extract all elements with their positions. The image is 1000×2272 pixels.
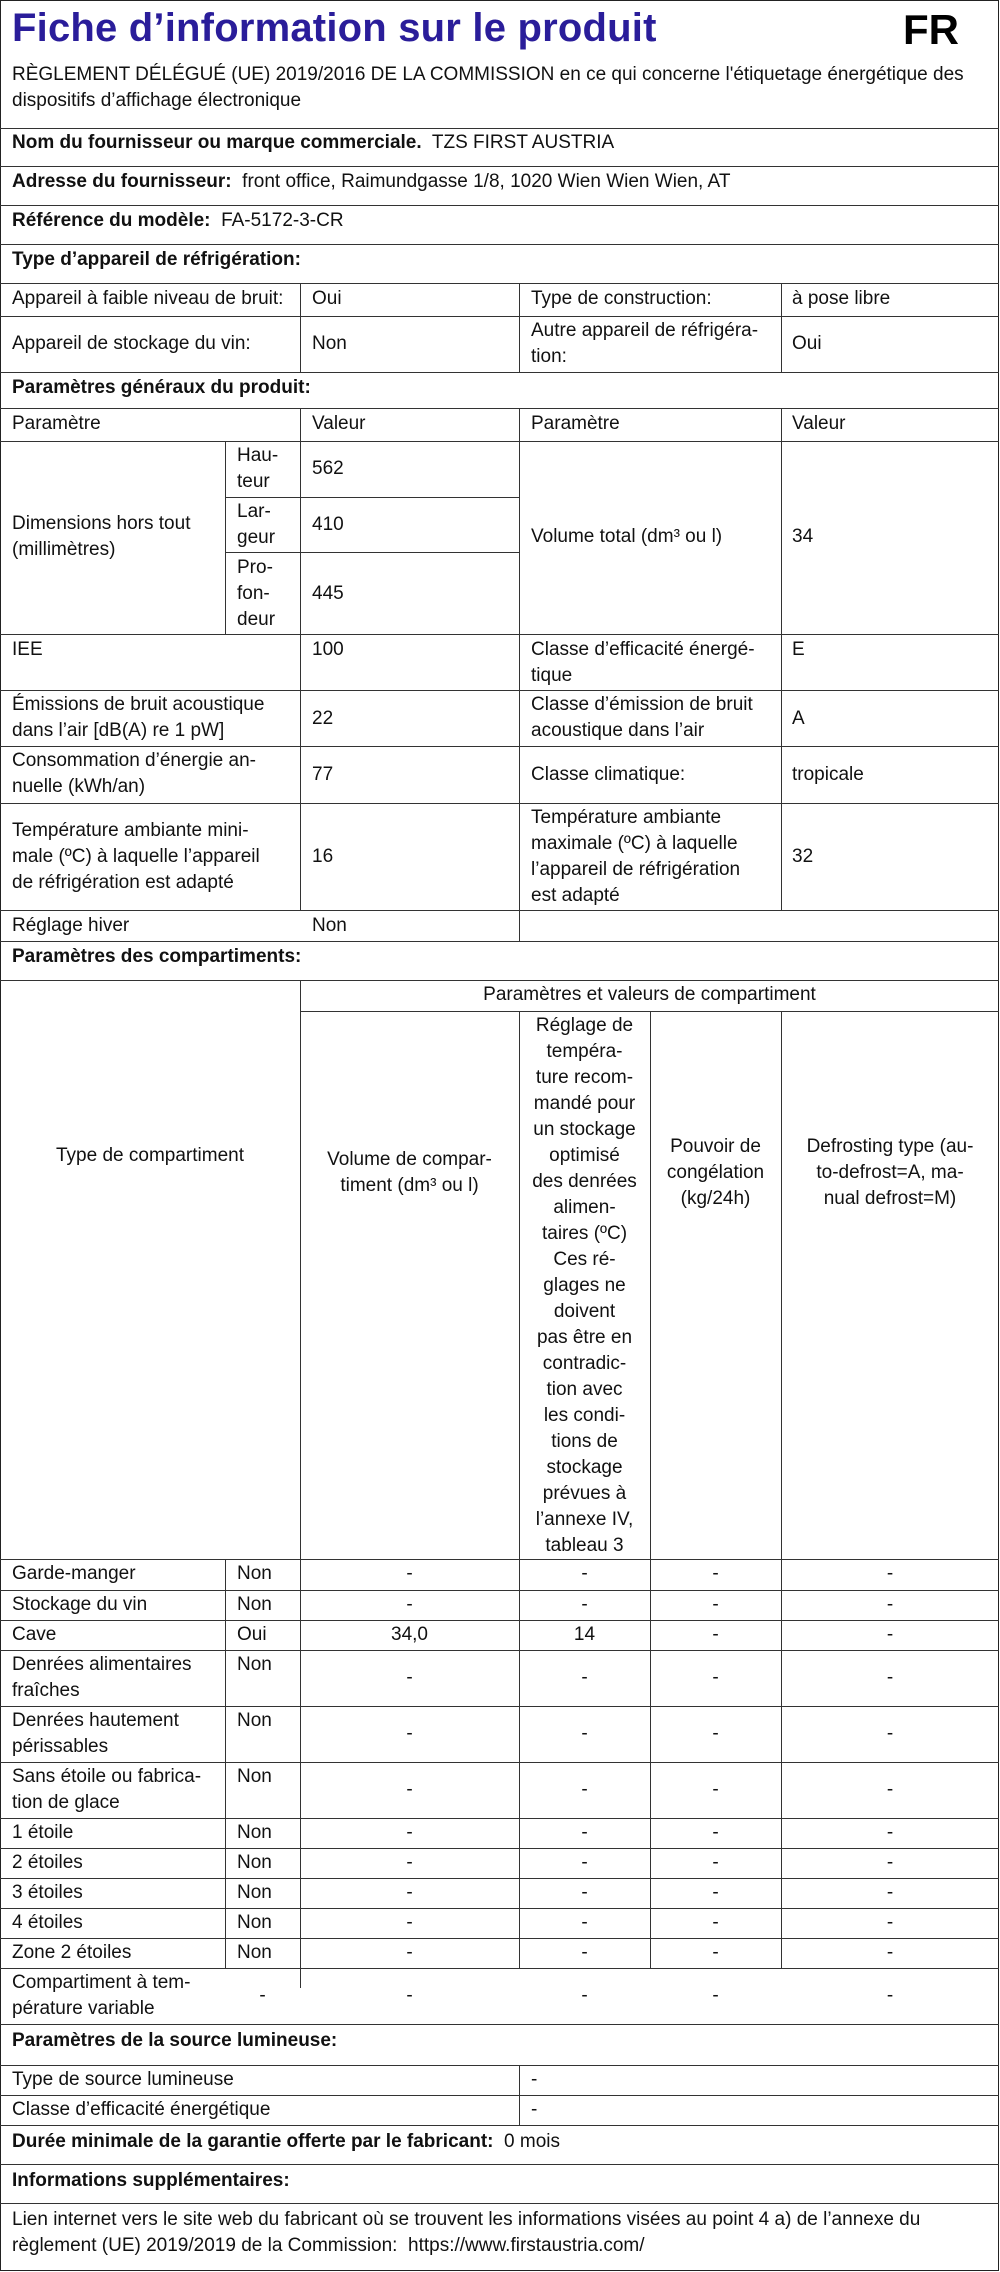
- defrosting-type-header-line: Defrosting type (au-: [806, 1136, 974, 1157]
- divider: [0, 746, 999, 747]
- max-temperature-value: 32: [792, 846, 814, 867]
- recommended-temperature-header-line: Réglage de: [535, 1015, 634, 1036]
- recommended-temperature-header-line: doivent: [553, 1301, 616, 1322]
- divider: [0, 910, 999, 911]
- max-temperature-label: [531, 805, 740, 909]
- low-noise-value: Oui: [312, 288, 342, 309]
- compartment-present-cell: Non: [237, 1766, 272, 1787]
- compartment-name: [12, 1940, 131, 1966]
- page-title: Fiche d’information sur le produit: [12, 6, 657, 50]
- compartment-name: [12, 1850, 83, 1876]
- compartment-freeze-cell: -: [712, 1985, 719, 2006]
- manufacturer-website-link[interactable]: https://www.firstaustria.com/: [408, 2235, 645, 2256]
- additional-info-line: [12, 2233, 920, 2259]
- compartment-defrost-cell: -: [886, 1594, 894, 1615]
- compartment-name: [12, 1910, 83, 1936]
- divider: [0, 634, 999, 635]
- width-label-line: geur: [237, 527, 276, 548]
- compartment-defrost-cell: -: [886, 1882, 894, 1903]
- divider: [0, 803, 999, 804]
- depth-label-line: deur: [237, 609, 276, 630]
- compartment-name: [12, 1708, 179, 1760]
- annual-energy-label-line: Consommation d’énergie an-: [12, 750, 256, 771]
- supplier-name-label: Nom du fournisseur ou marque commerciale.: [12, 132, 422, 153]
- column-header-parameter: Paramètre: [12, 413, 101, 434]
- height-label-line: Hau-: [237, 445, 279, 466]
- compartment-name-line: Compartiment à tem-: [12, 1972, 191, 1993]
- divider: [0, 941, 999, 942]
- min-temperature-label-line: male (ºC) à laquelle l’appareil: [12, 846, 260, 867]
- divider: [0, 166, 999, 167]
- compartment-volume-cell: -: [406, 1563, 413, 1584]
- compartment-name-line: Garde-manger: [12, 1563, 136, 1584]
- noise-emission-label-line: dans l’air [dB(A) re 1 pW]: [12, 720, 225, 741]
- divider: [781, 283, 782, 372]
- divider: [0, 1968, 999, 1969]
- compartment-name-line: 1 étoile: [12, 1822, 74, 1843]
- divider: [0, 408, 999, 409]
- additional-info-text: [12, 2207, 920, 2259]
- compartment-name-line: périssables: [12, 1736, 109, 1757]
- min-temperature-label: [12, 818, 260, 896]
- max-temperature-label-line: Température ambiante: [531, 807, 722, 828]
- compartment-freeze-cell: -: [712, 1594, 719, 1615]
- freezing-capacity-header-line: Pouvoir de: [670, 1136, 761, 1157]
- supplier-address-value: front office, Raimundgasse 1/8, 1020 Wien Wien Wien, AT: [242, 171, 731, 192]
- energy-class-label-line: tique: [531, 665, 573, 686]
- min-temperature-value: 16: [312, 846, 334, 867]
- warranty-label: Durée minimale de la garantie offerte par le fabricant:: [12, 2131, 494, 2152]
- compartment-present-cell: Non: [237, 1852, 272, 1873]
- compartment-freeze-cell: -: [712, 1942, 719, 1963]
- divider: [0, 316, 999, 317]
- noise-class-value: A: [792, 708, 805, 729]
- compartment-volume-cell: -: [406, 1779, 413, 1800]
- divider: [0, 128, 999, 129]
- compartment-name: [12, 1820, 73, 1846]
- compartment-name-line: 2 étoiles: [12, 1852, 83, 1873]
- divider: [225, 1559, 226, 1968]
- recommended-temperature-header-line: prévues à: [542, 1483, 627, 1504]
- compartment-defrost-cell: -: [886, 1563, 894, 1584]
- compartment-name-line: Cave: [12, 1624, 57, 1645]
- compartment-present-cell: Non: [237, 1822, 272, 1843]
- compartment-volume-cell: -: [406, 1723, 413, 1744]
- dimensions-label-line: Dimensions hors tout: [12, 513, 191, 534]
- compartment-freeze-cell: -: [712, 1882, 719, 1903]
- additional-info-heading: Informations supplémentaires:: [12, 2170, 290, 2191]
- recommended-temperature-header-line: les condi-: [543, 1405, 626, 1426]
- supplier-name-value: TZS FIRST AUSTRIA: [431, 132, 615, 153]
- recommended-temperature-header-line: un stockage: [533, 1119, 636, 1140]
- construction-label: Type de construction:: [531, 288, 712, 309]
- recommended-temperature-header-line: glages ne: [543, 1275, 626, 1296]
- compartment-freeze-cell: -: [712, 1667, 719, 1688]
- compartment-defrost-cell: -: [886, 1985, 894, 2006]
- annual-energy-label: [12, 748, 256, 800]
- divider: [0, 283, 999, 284]
- supplier-address-row: [12, 169, 730, 195]
- compartment-defrost-cell: -: [886, 1723, 894, 1744]
- divider: [0, 2164, 999, 2165]
- total-volume-label: Volume total (dm³ ou l): [531, 526, 723, 547]
- recommended-temperature-header-line: contradic-: [542, 1353, 627, 1374]
- winter-setting-value: Non: [312, 915, 347, 936]
- compartment-name-line: fraîches: [12, 1680, 80, 1701]
- min-temperature-label-line: de réfrigération est adapté: [12, 872, 234, 893]
- divider: [0, 2125, 999, 2126]
- additional-info-line: Lien internet vers le site web du fabricant où se trouvent les informations visées au point 4 a) de l’annexe du: [12, 2209, 921, 2230]
- compartment-defrost-cell: -: [886, 1624, 894, 1645]
- appliance-type-heading: Type d’appareil de réfrigération:: [12, 249, 301, 270]
- recommended-temperature-header-line: mandé pour: [533, 1093, 636, 1114]
- compartment-present-cell: Non: [237, 1882, 272, 1903]
- compartment-temp-cell: -: [581, 1779, 588, 1800]
- dimensions-label: [12, 511, 190, 563]
- model-reference-value: FA-5172-3-CR: [221, 210, 344, 231]
- annual-energy-value: 77: [312, 764, 334, 785]
- divider: [0, 1762, 999, 1763]
- divider: [0, 1848, 999, 1849]
- recommended-temperature-header-line: tions de: [551, 1431, 618, 1452]
- noise-emission-value: 22: [312, 708, 334, 729]
- compartment-temp-cell: -: [581, 1912, 588, 1933]
- divider: [0, 980, 999, 981]
- additional-info-line-end: règlement (UE) 2019/2019 de la Commission:: [12, 2235, 398, 2256]
- iee-value: 100: [312, 639, 344, 660]
- compartment-defrost-cell: -: [886, 1942, 894, 1963]
- height-label: [237, 443, 278, 495]
- compartment-volume-cell: -: [406, 1822, 413, 1843]
- compartment-defrost-cell: -: [886, 1779, 894, 1800]
- supplier-name-row: [12, 130, 614, 156]
- divider: [300, 283, 301, 372]
- compartment-volume-cell: -: [406, 1852, 413, 1873]
- light-energy-class-label: Classe d’efficacité énergétique: [12, 2099, 271, 2120]
- supplier-address-label: Adresse du fournisseur:: [12, 171, 232, 192]
- noise-class-label: [531, 692, 753, 744]
- column-header-parameter: Paramètre: [531, 413, 620, 434]
- compartment-volume-cell: -: [406, 1594, 413, 1615]
- other-appliance-value: Oui: [792, 333, 822, 354]
- divider: [0, 1590, 999, 1591]
- divider: [0, 1938, 999, 1939]
- divider: [0, 1908, 999, 1909]
- compartment-freeze-cell: -: [712, 1723, 719, 1744]
- compartment-defrost-cell: -: [886, 1912, 894, 1933]
- language-code: FR: [903, 6, 959, 53]
- compartment-temp-cell: -: [581, 1563, 588, 1584]
- compartment-defrost-cell: -: [886, 1852, 894, 1873]
- compartment-name: [12, 1561, 136, 1587]
- compartment-name-line: tion de glace: [12, 1792, 120, 1813]
- max-temperature-label-line: maximale (ºC) à laquelle: [531, 833, 738, 854]
- light-source-type-value: -: [531, 2069, 538, 2090]
- recommended-temperature-header-line: l’annexe IV,: [535, 1509, 634, 1530]
- compartment-volume-cell: 34,0: [391, 1624, 428, 1645]
- compartment-volume-header: [300, 1147, 519, 1199]
- other-appliance-label-line: tion:: [531, 346, 567, 367]
- freezing-capacity-header: [650, 1134, 781, 1212]
- energy-class-value: E: [792, 639, 805, 660]
- annual-energy-label-line: nuelle (kWh/an): [12, 776, 146, 797]
- low-noise-label: Appareil à faible niveau de bruit:: [12, 288, 284, 309]
- divider: [0, 2203, 999, 2204]
- divider: [0, 1650, 999, 1651]
- divider: [519, 2065, 520, 2125]
- other-appliance-label-line: Autre appareil de réfrigéra-: [531, 320, 759, 341]
- divider: [0, 441, 999, 442]
- divider: [0, 2024, 999, 2025]
- defrosting-type-header-line: nual defrost=M): [823, 1188, 957, 1209]
- width-label-line: Lar-: [237, 501, 271, 522]
- compartment-temp-cell: -: [581, 1667, 588, 1688]
- recommended-temperature-header-line: pas être en: [536, 1327, 633, 1348]
- recommended-temperature-header-line: ture recom-: [535, 1067, 634, 1088]
- dimensions-label-line: (millimètres): [12, 539, 116, 560]
- divider: [0, 244, 999, 245]
- compartment-temp-cell: -: [581, 1822, 588, 1843]
- model-reference-label: Référence du modèle:: [12, 210, 211, 231]
- warranty-row: [12, 2129, 560, 2155]
- total-volume-value: 34: [792, 526, 814, 547]
- recommended-temperature-header-line: tion avec: [546, 1379, 623, 1400]
- compartment-temp-cell: 14: [573, 1624, 596, 1645]
- recommended-temperature-header-line: stockage: [546, 1457, 623, 1478]
- max-temperature-label-line: est adapté: [531, 885, 620, 906]
- height-label-line: teur: [237, 471, 270, 492]
- compartment-freeze-cell: -: [712, 1852, 719, 1873]
- divider: [225, 552, 519, 553]
- recommended-temperature-header-line: tableau 3: [545, 1535, 624, 1556]
- compartment-defrost-cell: -: [886, 1822, 894, 1843]
- divider: [0, 690, 999, 691]
- min-temperature-label-line: Température ambiante mini-: [12, 820, 249, 841]
- compartment-name: [12, 1622, 56, 1648]
- light-source-heading: Paramètres de la source lumineuse:: [12, 2030, 338, 2051]
- energy-class-label: [531, 637, 755, 689]
- compartment-freeze-cell: -: [712, 1624, 719, 1645]
- recommended-temperature-header-line: alimen-: [553, 1197, 616, 1218]
- freezing-capacity-header-line: (kg/24h): [680, 1188, 751, 1209]
- compartment-present-cell: Non: [237, 1942, 272, 1963]
- depth-label-line: fon-: [237, 583, 270, 604]
- compartment-name: [12, 1652, 192, 1704]
- compartment-temp-cell: -: [581, 1594, 588, 1615]
- divider: [0, 205, 999, 206]
- iee-label: IEE: [12, 639, 43, 660]
- model-reference-row: [12, 208, 344, 234]
- compartment-present-cell: Oui: [237, 1624, 267, 1645]
- depth-label-line: Pro-: [237, 557, 273, 578]
- compartment-volume-cell: -: [406, 1942, 413, 1963]
- wine-storage-value: Non: [312, 333, 347, 354]
- divider: [0, 1878, 999, 1879]
- compartment-name-line: 4 étoiles: [12, 1912, 83, 1933]
- divider: [0, 1559, 999, 1560]
- compartment-name-line: Stockage du vin: [12, 1594, 148, 1615]
- winter-setting-label: Réglage hiver: [12, 915, 130, 936]
- width-value: 410: [312, 514, 344, 535]
- compartment-volume-cell: -: [406, 1985, 413, 2006]
- compartment-freeze-cell: -: [712, 1912, 719, 1933]
- compartment-name: [12, 1970, 190, 2022]
- compartment-volume-header-line: Volume de compar-: [327, 1149, 492, 1170]
- max-temperature-label-line: l’appareil de réfrigération: [531, 859, 741, 880]
- compartment-defrost-cell: -: [886, 1667, 894, 1688]
- climate-class-label: Classe climatique:: [531, 764, 686, 785]
- compartment-name-line: pérature variable: [12, 1998, 155, 2019]
- other-appliance-label: [531, 318, 758, 370]
- compartment-volume-cell: -: [406, 1667, 413, 1688]
- energy-class-label-line: Classe d’efficacité énergé-: [531, 639, 755, 660]
- divider: [0, 1620, 999, 1621]
- compartment-volume-cell: -: [406, 1912, 413, 1933]
- compartment-freeze-cell: -: [712, 1779, 719, 1800]
- compartment-name: [12, 1764, 201, 1816]
- recommended-temperature-header-line: tempéra-: [546, 1041, 623, 1062]
- recommended-temperature-header-line: taires (ºC): [541, 1223, 628, 1244]
- recommended-temperature-header-line: Ces ré-: [553, 1249, 616, 1270]
- divider: [0, 2095, 999, 2096]
- compartment-temp-cell: -: [581, 1942, 588, 1963]
- warranty-value: 0 mois: [504, 2131, 561, 2152]
- divider: [781, 408, 782, 910]
- divider: [519, 283, 520, 372]
- recommended-temperature-header: [519, 1013, 650, 1559]
- compartment-name-line: Sans étoile ou fabrica-: [12, 1766, 202, 1787]
- compartment-name-line: Zone 2 étoiles: [12, 1942, 132, 1963]
- general-params-heading: Paramètres généraux du produit:: [12, 377, 311, 398]
- compartment-name: [12, 1592, 147, 1618]
- compartment-temp-cell: -: [581, 1852, 588, 1873]
- light-source-type-label: Type de source lumineuse: [12, 2069, 234, 2090]
- column-header-value: Valeur: [312, 413, 366, 434]
- recommended-temperature-header-line: des denrées: [532, 1171, 637, 1192]
- divider: [300, 408, 301, 910]
- divider: [225, 497, 519, 498]
- width-label: [237, 499, 275, 551]
- construction-value: à pose libre: [792, 288, 891, 309]
- compartment-present-cell: Non: [237, 1594, 272, 1615]
- compartment-temp-cell: -: [581, 1985, 588, 2006]
- compartment-present-cell: -: [259, 1985, 266, 2006]
- divider: [519, 408, 520, 941]
- compartment-volume-header-line: timent (dm³ ou l): [340, 1175, 479, 1196]
- compartment-freeze-cell: -: [712, 1563, 719, 1584]
- depth-value: 445: [312, 583, 344, 604]
- noise-emission-label-line: Émissions de bruit acoustique: [12, 694, 265, 715]
- divider: [225, 441, 226, 634]
- light-energy-class-value: -: [531, 2099, 538, 2120]
- compartment-volume-cell: -: [406, 1882, 413, 1903]
- compartment-params-header: Paramètres et valeurs de compartiment: [483, 984, 816, 1005]
- freezing-capacity-header-line: congélation: [666, 1162, 765, 1183]
- noise-emission-label: [12, 692, 264, 744]
- compartments-heading: Paramètres des compartiments:: [12, 946, 302, 967]
- depth-label: [237, 555, 275, 633]
- compartment-present-cell: Non: [237, 1654, 272, 1675]
- divider: [0, 1706, 999, 1707]
- compartment-freeze-cell: -: [712, 1822, 719, 1843]
- compartment-name: [12, 1880, 83, 1906]
- compartment-name-line: 3 étoiles: [12, 1882, 83, 1903]
- column-header-value: Valeur: [792, 413, 846, 434]
- noise-class-label-line: acoustique dans l’air: [531, 720, 705, 741]
- noise-class-label-line: Classe d’émission de bruit: [531, 694, 753, 715]
- defrosting-type-header: [781, 1134, 999, 1212]
- wine-storage-label: Appareil de stockage du vin:: [12, 333, 251, 354]
- compartment-present-cell: Non: [237, 1563, 272, 1584]
- defrosting-type-header-line: to-defrost=A, ma-: [816, 1162, 964, 1183]
- compartment-name-line: Denrées alimentaires: [12, 1654, 192, 1675]
- recommended-temperature-header-line: optimisé: [549, 1145, 620, 1166]
- regulation-text: RÈGLEMENT DÉLÉGUÉ (UE) 2019/2016 DE LA COMMISSION en ce qui concerne l'étiquetage énergétique des dispositifs d’affichage électronique: [12, 64, 964, 111]
- divider: [0, 372, 999, 373]
- divider: [0, 1818, 999, 1819]
- divider: [0, 2065, 999, 2066]
- compartment-type-header: Type de compartiment: [56, 1145, 244, 1166]
- height-value: 562: [312, 458, 344, 479]
- compartment-temp-cell: -: [581, 1882, 588, 1903]
- climate-class-value: tropicale: [792, 764, 864, 785]
- compartment-present-cell: Non: [237, 1912, 272, 1933]
- compartment-temp-cell: -: [581, 1723, 588, 1744]
- compartment-present-cell: Non: [237, 1710, 272, 1731]
- compartment-name-line: Denrées hautement: [12, 1710, 179, 1731]
